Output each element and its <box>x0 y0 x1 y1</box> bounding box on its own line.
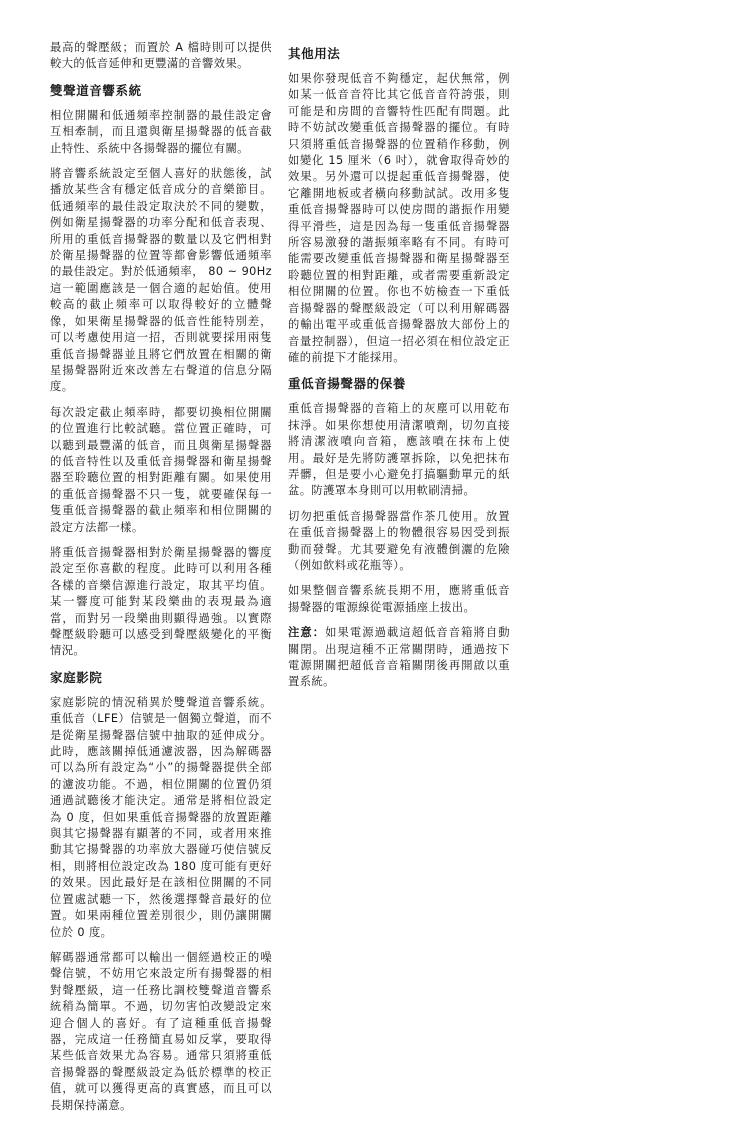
stereo-paragraph: 每次設定截止頻率時，都要切換相位開關的位置進行比較試聽。當位置正確時，可以聽到最豐滿的低音，而且與衛星揚聲器的低音特性以及重低音揚聲器和衛星揚聲器至聆聽位置的相對距離有關。如果使用的重低音揚聲器不只一隻，就要確保每一隻重低音揚聲器的截止頻率和相位開關的設定方法都一樣。 <box>50 405 272 534</box>
care-note <box>288 625 510 691</box>
stereo-paragraph: 相位開關和低通頻率控制器的最佳設定會互相牽制，而且還與衛星揚聲器的低音截止特性、系統中各揚聲器的擺位有關。 <box>50 108 272 155</box>
intro-paragraph: 最高的聲壓級；而置於 A 檔時則可以提供較大的低音延伸和更豐滿的音響效果。 <box>50 41 272 71</box>
home-theater-paragraph: 家庭影院的情況稍異於雙聲道音響系統。重低音（LFE）信號是一個獨立聲道，而不是從衛星揚聲器信號中抽取的延伸成分。此時，應該關掉低通濾波器，因為解碼器可以為所有設定為“小”的揚聲器提供全部的濾波功能。不過，相位開關的位置仍須通過試聽後才能決定。通常是將相位設定為 0 度，但如果重低音揚聲器的放置距離與其它揚聲器有顯著的不同，或者用來推動其它揚聲器的功率放大器碰巧使信號反相，則將相位設定改為 180 度可能有更好的效果。因此最好是在該相位開關的不同位置處試聽一下，然後選擇聲音最好的位置。如果兩種位置差別很少，則仍讓開關位於 0 度。 <box>50 695 272 939</box>
care-section-heading: 重低音揚聲器的保養 <box>288 376 406 392</box>
stereo-section-heading: 雙聲道音響系統 <box>50 82 142 98</box>
home-theater-section-heading: 家庭影院 <box>50 669 103 685</box>
right-column <box>288 40 510 700</box>
stereo-paragraph: 將音響系統設定至個人喜好的狀態後，試播放某些含有穩定低音成分的音樂節目。低通頻率的最佳設定取決於不同的變數，例如衛星揚聲器的功率分配和低音表現、所用的重低音揚聲器的數量以及它們相對於衛星揚聲器的位置等都會影響低通頻率的最佳設定。對於低通頻率， 80 ~ 90Hz 這一範圍應該是一個合適的起始值。使用較高的截止頻率可以取得較好的立體聲像，如果衛星揚聲器的低音性能特別差，可以考慮使用這一招，否則就要採用兩隻重低音揚聲器並且將它們放置在相關的衛星揚聲器附近來改善左右聲道的信息分隔度。 <box>50 167 272 394</box>
left-column <box>50 40 272 1123</box>
note-text: 如果電源過載這超低音音箱將自動關閉。出現這種不正常關閉時，通過按下電源開關把超低音音箱關閉後再開啟以重置系統。 <box>288 626 510 689</box>
stereo-paragraph: 將重低音揚聲器相對於衛星揚聲器的響度設定至你喜歡的程度。此時可以利用各種各樣的音樂信源進行設定，取其平均值。某一響度可能對某段樂曲的表現最為適當，而對另一段樂曲則顯得過強。以實際聲壓級聆聽可以感受到聲壓級變化的平衡情況。 <box>50 545 272 658</box>
other-uses-paragraph: 如果你發現低音不夠穩定，起伏無常，例如某一低音音符比其它低音音符誇張，則可能是和房間的音響特性匹配有問題。此時不妨試改變重低音揚聲器的擺位。有時只須將重低音揚聲器的位置稍作移動，例如變化 15 厘米（6 吋），就會取得奇妙的效果。另外還可以提起重低音揚聲器，使它離開地板或者橫向移動試試。改用多隻重低音揚聲器時可以使房間的諧振作用變得平滑些，這是因為每一隻重低音揚聲器所容易激發的諧振頻率略有不同。有時可能需要改變重低音揚聲器和衛星揚聲器至聆聽位置的相對距離，或者需要重新設定相位開關的位置。你也不妨檢查一下重低音揚聲器的聲壓級設定（可以利用解碼器的輸出電平或重低音揚聲器放大部份上的音量控制器），但這一招必須在相位設定正確的前提下才能採用。 <box>288 72 510 364</box>
care-paragraph: 重低音揚聲器的音箱上的灰塵可以用乾布抹淨。如果你想使用清潔噴劑，切勿直接將清潔液噴向音箱，應該噴在抹布上使用。最好是先將防護罩拆除，以免把抹布弄髒，但是要小心避免打搞驅動單元的紙盆。防護罩本身則可以用軟刷清掃。 <box>288 402 510 498</box>
care-paragraph: 如果整個音響系統長期不用，應將重低音揚聲器的電源線從電源插座上拔出。 <box>288 584 510 614</box>
home-theater-paragraph: 解碼器通常都可以輸出一個經過校正的噪聲信號，不妨用它來設定所有揚聲器的相對聲壓級，這一任務比調校雙聲道音響系統稍為簡單。不過，切勿害怕改變設定來迎合個人的喜好。有了這種重低音揚聲器，完成這一任務簡直易如反掌，要取得某些低音效果尤為容易。通常只須將重低音揚聲器的聲壓級設定為低於標準的校正值，就可以獲得更高的真實感，而且可以長期保持滿意。 <box>50 950 272 1112</box>
note-label: 注意： <box>288 626 326 640</box>
other-uses-section-heading: 其他用法 <box>288 46 341 61</box>
care-paragraph: 切勿把重低音揚聲器當作茶几使用。放置在重低音揚聲器上的物體很容易因受到振動而發聲。尤其要避免有液體倒灑的危險（例如飲料或花瓶等）。 <box>288 509 510 572</box>
